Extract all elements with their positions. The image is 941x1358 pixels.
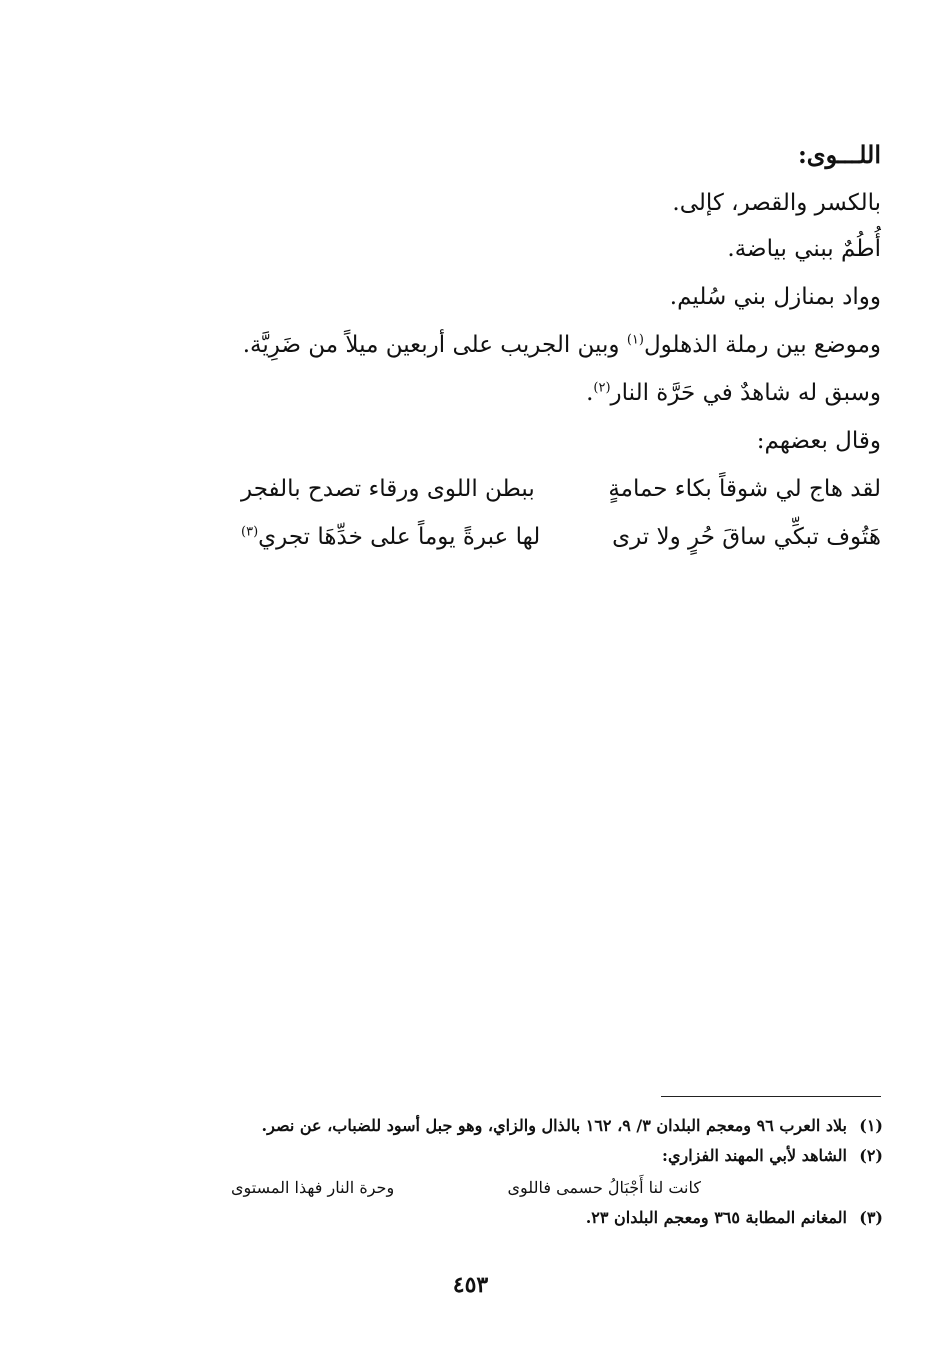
- footnote-verse-first: كانت لنا أَجْبَالُ حسمى فاللوى: [507, 1178, 701, 1197]
- footnote-2-verse: [231, 1178, 701, 1197]
- verse-2-second-hemistich: لها عبرةً يوماً على خدِّهَا تجري: [258, 524, 541, 550]
- footnote-2-text: الشاهد لأبي المهند الفزاري:: [662, 1146, 847, 1165]
- footnote-ref-2[interactable]: (٢): [593, 380, 611, 396]
- footnote-2: [662, 1146, 883, 1165]
- footnote-1-text: بلاد العرب ٩٦ ومعجم البلدان ٣/ ٩، ١٦٢ بالذال والزاي، وهو جبل أسود للضباب، عن نصر.: [261, 1116, 847, 1135]
- verse-2: [241, 524, 881, 550]
- text-line-1: بالكسر والقصر، كإلى.: [672, 190, 881, 216]
- footnote-2-number: (٢): [859, 1146, 883, 1165]
- footnote-1-number: (١): [859, 1116, 883, 1135]
- footnote-3-text: المغانم المطابة ٣٦٥ ومعجم البلدان ٢٣.: [585, 1208, 847, 1227]
- text-line-5-after: .: [586, 380, 594, 406]
- text-line-4-before: وموضع بين رملة الذهلول: [643, 332, 881, 358]
- verse-1-second-hemistich: ببطن اللوى ورقاء تصدح بالفجر: [241, 476, 535, 502]
- entry-heading: اللـــوى:: [797, 140, 881, 169]
- footnote-ref-1[interactable]: (١): [626, 332, 644, 348]
- page-number: ٤٥٣: [452, 1272, 489, 1298]
- footnote-verse-second: وحرة النار فهذا المستوى: [231, 1178, 395, 1197]
- text-line-5: [586, 380, 881, 406]
- text-line-6: وقال بعضهم:: [756, 428, 881, 454]
- text-line-3: وواد بمنازل بني سُليم.: [669, 284, 881, 310]
- text-line-5-before: وسبق له شاهدٌ في حَرَّة النار: [610, 380, 881, 406]
- footnote-divider: [661, 1096, 881, 1097]
- footnote-ref-3[interactable]: (٣): [241, 524, 259, 540]
- verse-2-first-hemistich: هَتُوف تبكِّي ساقَ حُرٍ ولا ترى: [612, 524, 881, 550]
- text-line-2: أُطُمٌ ببني بياضة.: [727, 236, 881, 262]
- footnote-3-number: (٣): [859, 1208, 883, 1227]
- text-line-4-after: وبين الجريب على أربعين ميلاً من ضَرِيَّة.: [242, 332, 627, 358]
- footnote-1: [262, 1116, 883, 1135]
- footnote-3: [586, 1208, 883, 1227]
- verse-1: [241, 476, 881, 502]
- verse-1-first-hemistich: لقد هاج لي شوقاً بكاء حمامةٍ: [608, 476, 881, 502]
- text-line-4: [243, 332, 881, 358]
